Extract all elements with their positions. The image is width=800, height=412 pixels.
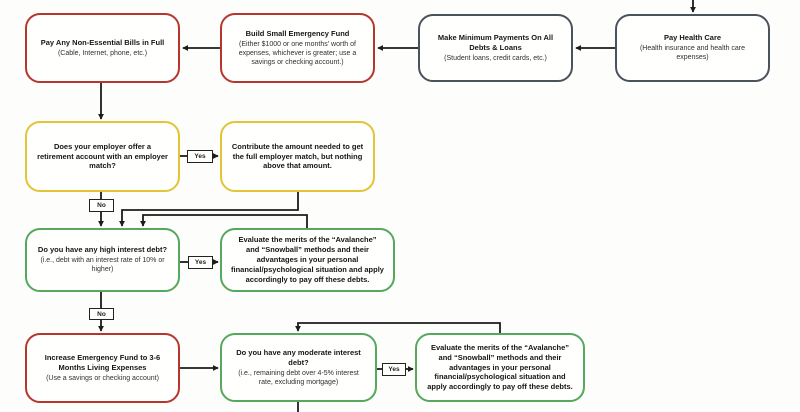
node-increase-emergency-fund [25,333,180,403]
arrow-contribute-to-high-interest [122,192,298,226]
label-yes-moderate-interest: Yes [382,363,406,376]
node-subtitle: (Health insurance and health care expenses) [639,45,746,62]
node-evaluate-avalanche-snowball-high [220,228,395,292]
node-subtitle: (Student loans, credit cards, etc.) [444,54,547,62]
label-no-high-interest: No [89,308,114,320]
node-pay-nonessential-bills [25,13,180,83]
node-moderate-interest-debt-question [220,333,377,402]
node-subtitle: (Cable, Internet, phone, etc.) [57,49,148,57]
node-make-minimum-payments [418,14,573,82]
node-contribute-employer-match [220,121,375,192]
node-title: Evaluate the merits of the “Avalanche” and “Snowball” methods and their advantages in your personal financial/psychological situation and apply accordingly to pay off these debts. [231,235,384,284]
label-yes-employer-match: Yes [187,150,213,163]
arrow-evaluate-moderate-loopback [298,323,500,333]
node-title: Increase Emergency Fund to 3-6 Months Living Expenses [44,353,161,372]
node-title: Pay Any Non-Essential Bills in Full [40,38,165,47]
node-title: Do you have any moderate interest debt? [236,348,361,367]
label-yes-high-interest: Yes [188,256,213,269]
node-title: Does your employer offer a retirement account with an employer match? [37,141,168,171]
node-subtitle: (i.e., debt with an interest rate of 10% or higher) [40,257,165,274]
node-title: Evaluate the merits of the “Avalanche” and “Snowball” methods and their advantages in your personal financial/psychological situation and apply accordingly to pay off these debts. [427,342,573,392]
node-title: Pay Health Care [663,33,722,43]
node-title: Build Small Emergency Fund [245,28,350,38]
node-title: Do you have any high interest debt? [37,245,168,255]
node-build-small-emergency-fund [220,13,375,83]
node-employer-match-question [25,121,180,192]
label-no-employer-match: No [89,199,114,212]
node-subtitle: (Use a savings or checking account) [46,374,159,382]
node-subtitle: (i.e., remaining debt over 4-5% interest rate, excluding mortgage) [238,369,359,386]
node-subtitle: (Either $1000 or one months' worth of expenses, whichever is greater; use a savings or checking account.) [238,40,357,66]
arrow-evaluate-high-loopback [143,215,307,228]
node-pay-health-care [615,14,770,82]
node-evaluate-avalanche-snowball-moderate [415,333,585,402]
node-title: Make Minimum Payments On All Debts & Loans [437,33,554,52]
node-high-interest-debt-question [25,228,180,292]
node-title: Contribute the amount needed to get the full employer match, but nothing above that amount. [231,141,364,171]
